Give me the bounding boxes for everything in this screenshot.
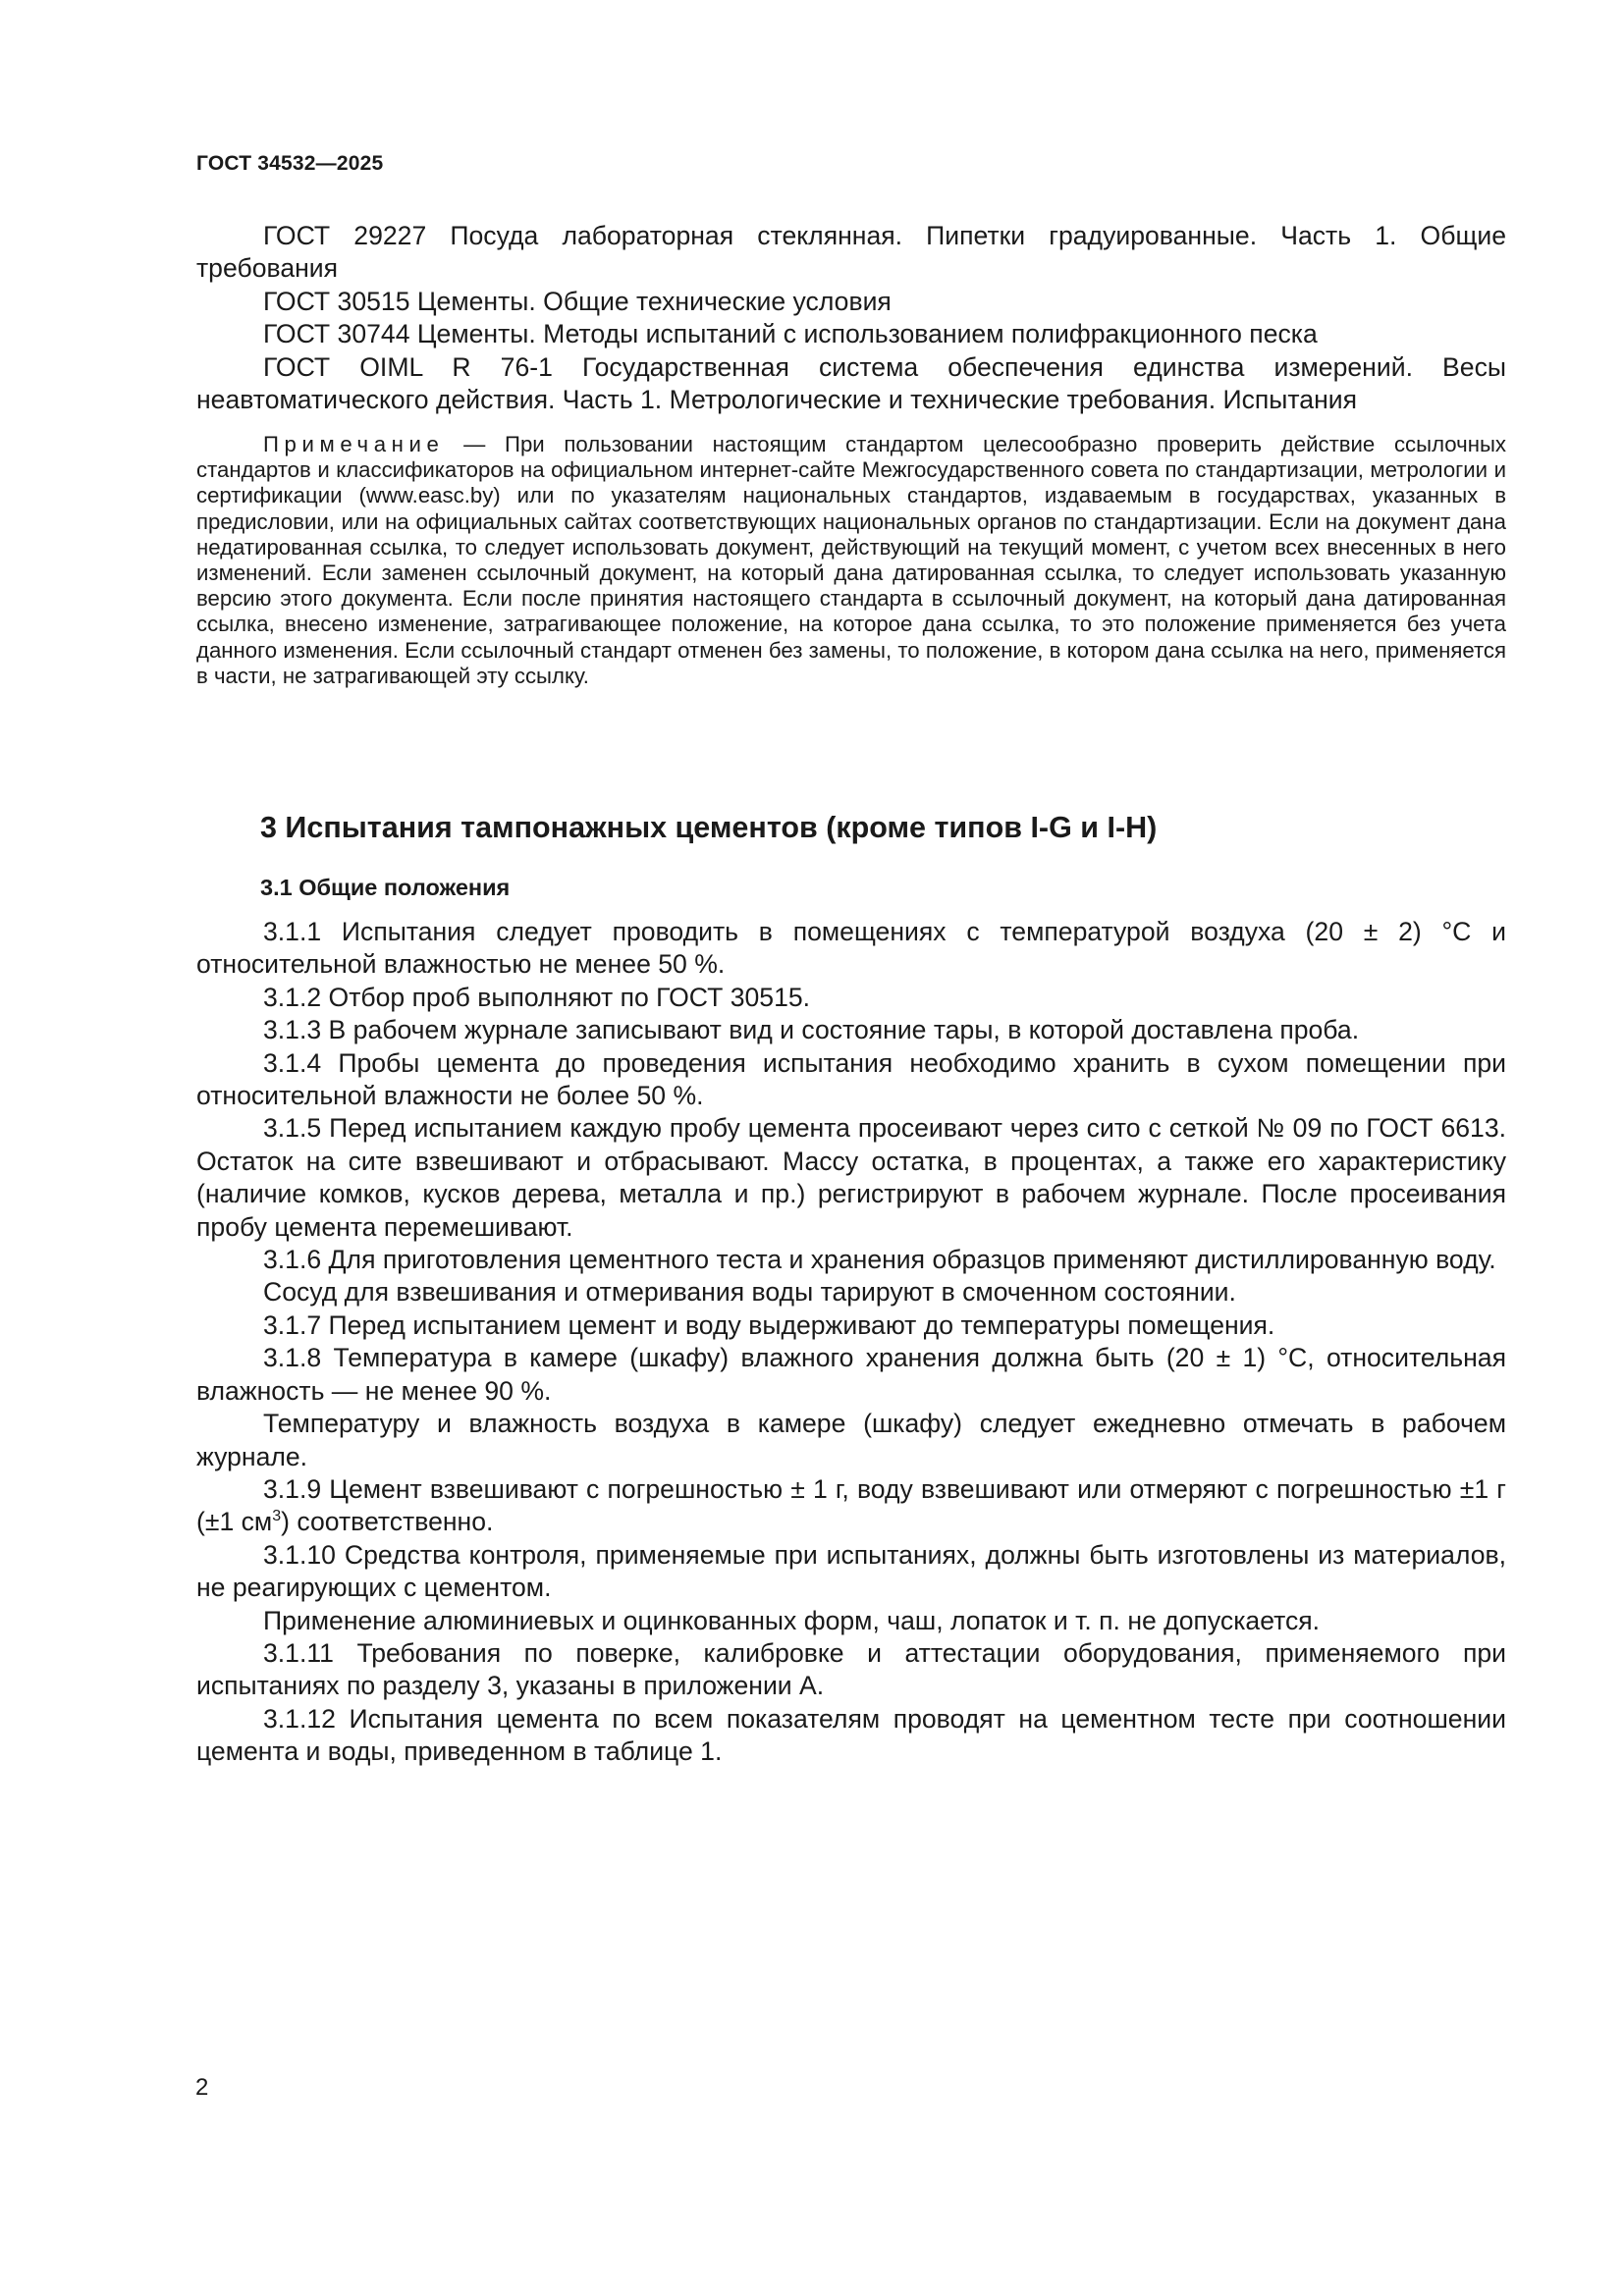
reference-item: ГОСТ 30744 Цементы. Методы испытаний с использованием полифракционного песка (263, 319, 1318, 349)
page-number: 2 (195, 2074, 209, 2101)
section-heading: 3 Испытания тампонажных цементов (кроме типов I-G и I-H) (260, 811, 1158, 844)
clause-paragraph: 3.1.1 Испытания следует проводить в помещениях с температурой воздуха (20 ± 2) °С и относительной влажностью не менее 50 %. (196, 917, 1506, 980)
note-paragraph (196, 432, 1506, 689)
superscript: 3 (272, 1508, 282, 1525)
reference-item: ГОСТ OIML R 76-1 Государственная система обеспечения единства измерений. Весы неавтоматического действия. Часть 1. Метрологические и технические требования. Испытания (196, 351, 1506, 415)
clause-paragraph: Сосуд для взвешивания и отмеривания воды тарируют в смоченном состоянии. (263, 1277, 1236, 1308)
clause-paragraph: 3.1.4 Пробы цемента до проведения испытания необходимо хранить в сухом помещении при относительной влажности не более 50 %. (196, 1047, 1506, 1111)
clause-paragraph: 3.1.7 Перед испытанием цемент и воду выдерживают до температуры помещения. (263, 1309, 1275, 1340)
note-block (196, 432, 1506, 689)
clause-paragraph: 3.1.2 Отбор проб выполняют по ГОСТ 30515. (263, 982, 811, 1012)
clause-paragraph: 3.1.3 В рабочем журнале записывают вид и состояние тары, в которой доставлена проба. (263, 1015, 1360, 1045)
clause-paragraph: 3.1.11 Требования по поверке, калибровке и аттестации оборудования, применяемого при испытаниях по разделу 3, указаны в приложении А. (196, 1637, 1506, 1701)
clause-text: ) соответственно. (281, 1507, 494, 1537)
note-label: Примечание (263, 432, 445, 456)
clause-paragraph: 3.1.6 Для приготовления цементного теста и хранения образцов применяют дистиллированную воду. (263, 1245, 1496, 1275)
reference-item: ГОСТ 30515 Цементы. Общие технические условия (263, 286, 892, 316)
reference-item: ГОСТ 29227 Посуда лабораторная стеклянная. Пипетки градуированные. Часть 1. Общие требования (196, 221, 1506, 284)
clause-paragraph: 3.1.8 Температура в камере (шкафу) влажного хранения должна быть (20 ± 1) °С, относительная влажность — не менее 90 %. (196, 1343, 1506, 1406)
note-text: — При пользовании настоящим стандартом целесообразно проверить действие ссылочных стандартов и классификаторов на официальном интернет-сайте Межгосударственного совета по стандартизации, метрологии и сертификации (www.easc.by) или по указателям национальных стандартов, издаваемым в государствах, указанных в предисловии, или на официальных сайтах соответствующих национальных органов по стандартизации. Если на документ дана недатированная ссылка, то следует использовать документ, действующий на текущий момент, с учетом всех внесенных в него изменений. Если заменен ссылочный документ, на который дана датированная ссылка, то следует использовать указанную версию этого документа. Если после принятия настоящего стандарта в ссылочный документ, на который дана датированная ссылка, внесено изменение, затрагивающее положение, на которое дана ссылка, то это положение применяется без учета данного изменения. Если ссылочный стандарт отменен без замены, то положение, в котором дана ссылка на него, применяется в части, не затрагивающей эту ссылку. (196, 432, 1506, 688)
subsection-heading: 3.1 Общие положения (260, 875, 511, 900)
clause-paragraph (196, 1473, 1506, 1539)
clause-paragraph: 3.1.10 Средства контроля, применяемые при испытаниях, должны быть изготовлены из материалов, не реагирующих с цементом. (196, 1539, 1506, 1603)
clause-paragraph: Применение алюминиевых и оцинкованных форм, чаш, лопаток и т. п. не допускается. (263, 1605, 1321, 1635)
clause-paragraph: 3.1.12 Испытания цемента по всем показателям проводят на цементном тесте при соотношении цемента и воды, приведенном в таблице 1. (196, 1703, 1506, 1767)
document-header-id: ГОСТ 34532—2025 (196, 152, 384, 175)
clause-paragraph: Температуру и влажность воздуха в камере (шкафу) следует ежедневно отмечать в рабочем журнале. (196, 1409, 1506, 1471)
section-body (196, 916, 1506, 1769)
clause-paragraph: 3.1.5 Перед испытанием каждую пробу цемента просеивают через сито с сеткой № 09 по ГОСТ 6613. Остаток на сите взвешивают и отбрасывают. Массу остатка, в процентах, а также его характеристику (наличие комков, кусков дерева, металла и пр.) регистрируют в рабочем журнале. После просеивания пробу цемента перемешивают. (196, 1113, 1506, 1242)
clause-text: 3.1.9 Цемент взвешивают с погрешностью ± 1 г, воду взвешивают или отмеряют с погрешностью ±1 г (±1 см (196, 1473, 1506, 1537)
normative-references (196, 220, 1506, 416)
